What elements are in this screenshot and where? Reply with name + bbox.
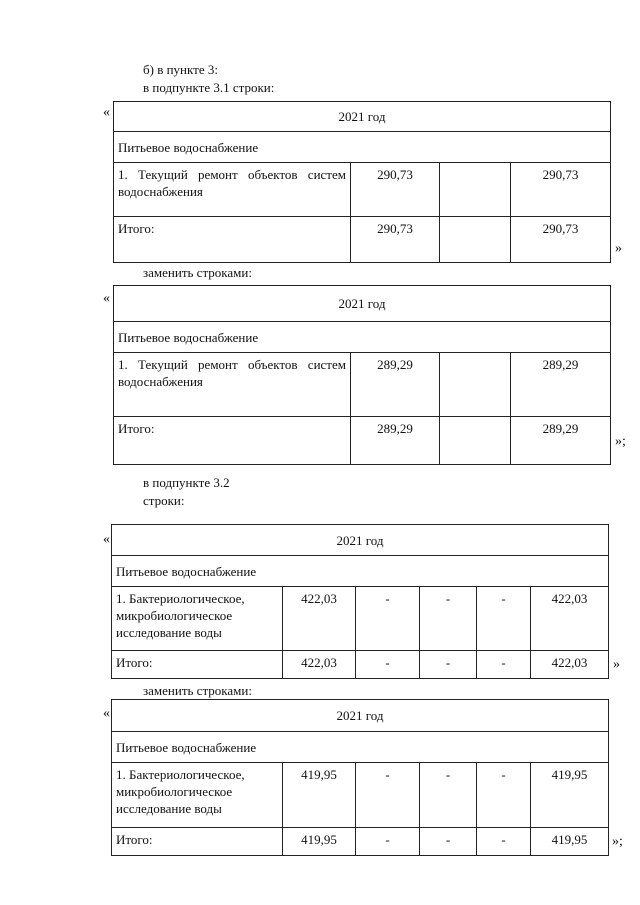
section-title: Питьевое водоснабжение [114,132,611,163]
intro-line-2: в подпункте 3.1 строки: [143,80,275,95]
section-title: Питьевое водоснабжение [114,322,611,353]
section-title: Питьевое водоснабжение [112,556,609,587]
sub2-line-2: строки: [143,493,185,508]
total-label: Итого: [112,651,283,679]
table-total-row [112,828,609,856]
total-value-1: 289,29 [351,417,440,465]
total-value-2: 422,03 [531,651,609,679]
row-value-1: 422,03 [283,587,356,651]
table-total-row [114,217,611,263]
row-label: 1. Текущий ремонт объектов систем водоснабжения [114,163,351,217]
row-value-1: 289,29 [351,353,440,417]
row-dash-2: - [420,763,477,828]
table-4-replacement [111,699,609,856]
row-dash-2: - [420,587,477,651]
table-total-row [114,417,611,465]
replace-line-1: заменить строками: [143,265,252,280]
section-title: Питьевое водоснабжение [112,732,609,763]
total-value-3: 290,73 [511,217,611,263]
total-label: Итого: [112,828,283,856]
table-header: 2021 год [114,286,611,322]
row-value-1: 290,73 [351,163,440,217]
total-value-2: 419,95 [531,828,609,856]
row-dash-1: - [356,587,420,651]
table-total-row [112,651,609,679]
row-label: 1. Бактериологическое, микробиологическое исследование воды [112,587,283,651]
row-value-1: 419,95 [283,763,356,828]
row-value-2: 422,03 [531,587,609,651]
table-header: 2021 год [114,102,611,132]
open-quote-2: « [103,291,110,306]
table-row [114,353,611,417]
close-quote-3: » [613,657,620,672]
row-value-2 [440,353,511,417]
close-quote-2: »; [615,434,626,449]
total-value-2 [440,217,511,263]
row-value-3: 289,29 [511,353,611,417]
total-dash-1: - [356,651,420,679]
row-label: 1. Текущий ремонт объектов систем водоснабжения [114,353,351,417]
table-row [114,163,611,217]
open-quote-1: « [103,105,110,120]
row-label: 1. Бактериологическое, микробиологическое исследование воды [112,763,283,828]
close-quote-4: »; [612,834,623,849]
table-header: 2021 год [112,700,609,732]
total-value-2 [440,417,511,465]
row-value-3: 290,73 [511,163,611,217]
table-2-replacement [113,285,611,465]
table-row [112,763,609,828]
total-dash-1: - [356,828,420,856]
table-header: 2021 год [112,525,609,556]
intro-line-1: б) в пункте 3: [143,62,218,77]
total-label: Итого: [114,217,351,263]
total-value-1: 290,73 [351,217,440,263]
row-dash-3: - [477,763,531,828]
total-dash-3: - [477,651,531,679]
total-value-1: 422,03 [283,651,356,679]
row-dash-3: - [477,587,531,651]
total-dash-2: - [420,651,477,679]
table-3-original [111,524,609,679]
table-row [112,587,609,651]
table-1-original [113,101,611,263]
close-quote-1: » [615,241,622,256]
row-dash-1: - [356,763,420,828]
total-label: Итого: [114,417,351,465]
total-dash-2: - [420,828,477,856]
total-dash-3: - [477,828,531,856]
open-quote-3: « [103,532,110,547]
sub2-line-1: в подпункте 3.2 [143,475,230,490]
total-value-3: 289,29 [511,417,611,465]
row-value-2 [440,163,511,217]
open-quote-4: « [103,706,110,721]
replace-line-2: заменить строками: [143,683,252,698]
row-value-2: 419,95 [531,763,609,828]
total-value-1: 419,95 [283,828,356,856]
